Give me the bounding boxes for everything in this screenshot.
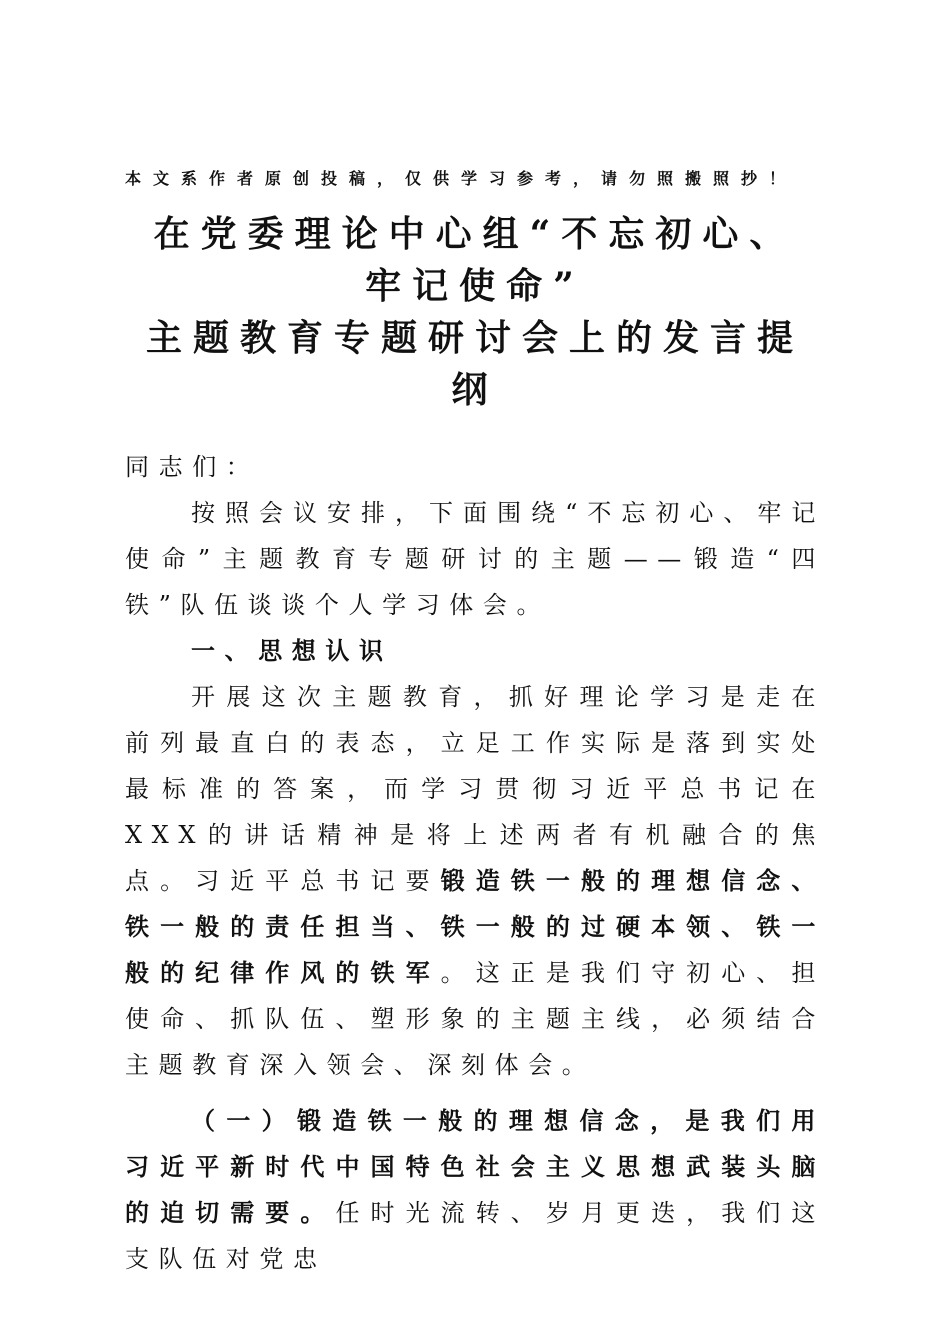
title-line-2: 牢记使命” — [365, 265, 585, 307]
document-title — [100, 208, 850, 416]
salutation: 同志们： — [125, 453, 260, 481]
paragraph-2 — [125, 1098, 825, 1282]
document-body — [125, 444, 825, 1282]
paragraph-1-text-b: 。这正是我们守初心、担使命、抓队伍、塑形象的主题主线，必须结合主题教育深入领会、深刻体会。 — [125, 959, 825, 1079]
copyright-notice: 本文系作者原创投稿，仅供学习参考，请勿照搬照抄！ — [125, 169, 798, 188]
paragraph-1-text-a: 开展这次主题教育，抓好理论学习是走在前列最直白的表态，立足工作实际是落到实处最标准的答案，而学习贯彻习近平总书记在XXX的讲话精神是将上述两者有机融合的焦点。习近平总书记要 — [125, 683, 825, 895]
paragraph-2-emphasis: （一）锻造铁一般的理想信念，是我们用习近平新时代中国特色社会主义思想武装头脑的迫切需要。 — [125, 1106, 825, 1227]
section-heading: 一、思想认识 — [191, 636, 393, 665]
title-line-1: 在党委理论中心组“不忘初心、 — [153, 213, 797, 255]
title-line-4: 纲 — [451, 369, 499, 411]
title-line-3: 主题教育专题研讨会上的发言提 — [145, 317, 804, 359]
intro-paragraph: 按照会议安排，下面围绕“不忘初心、牢记使命”主题教育专题研讨的主题——锻造“四铁”队伍谈谈个人学习体会。 — [125, 499, 825, 619]
paragraph-1 — [125, 674, 825, 1088]
paragraph-1-emphasis: 锻造铁一般的理想信念、铁一般的责任担当、铁一般的过硬本领、铁一般的纪律作风的铁军 — [125, 866, 825, 987]
paragraph-2-text: 任时光流转、岁月更迭，我们这支队伍对党忠 — [125, 1199, 825, 1273]
